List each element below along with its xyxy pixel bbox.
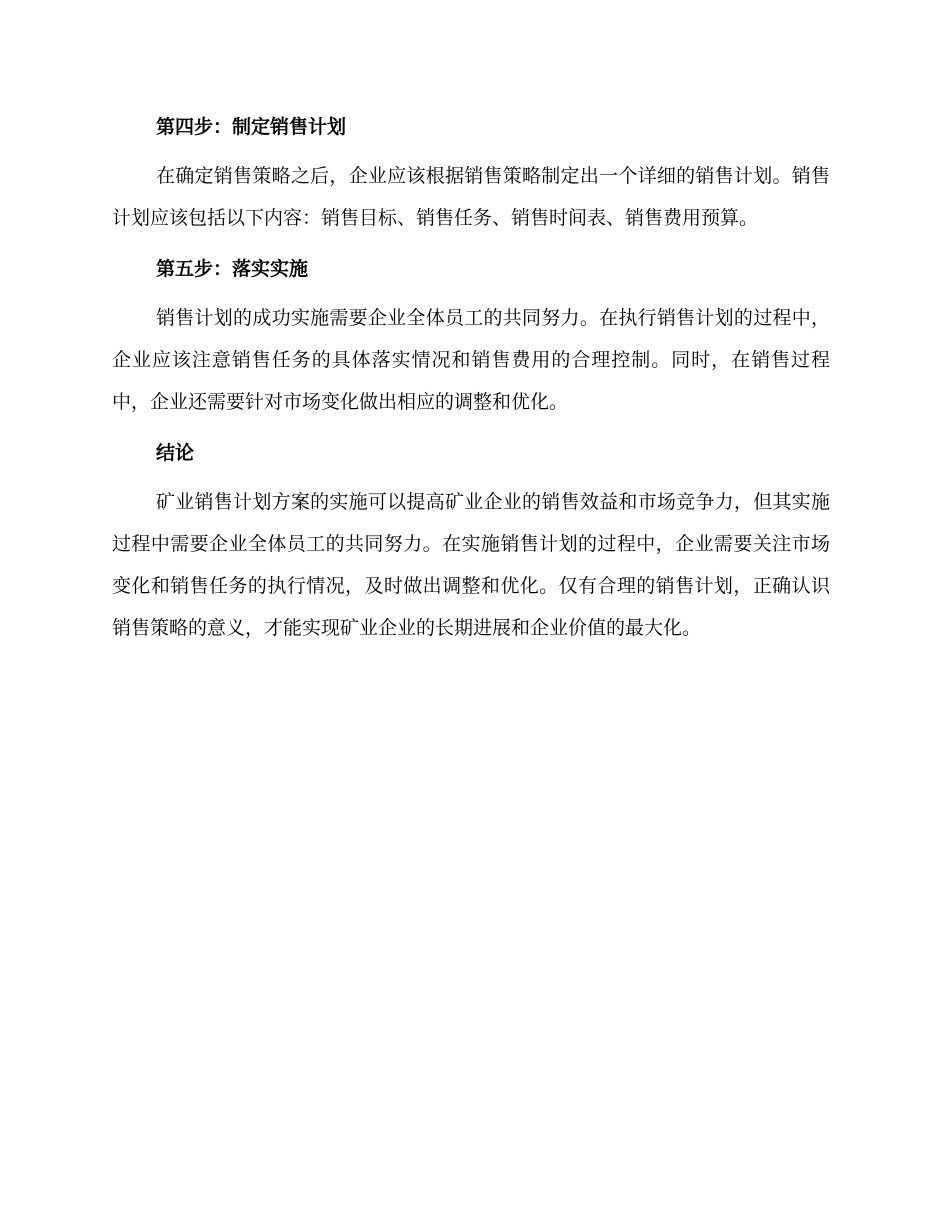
section-heading-conclusion: 结论 bbox=[156, 442, 195, 464]
section-paragraph-step4: 在确定销售策略之后，企业应该根据销售策略制定出一个详细的销售计划。销售计划应该包括以下内容：销售目标、销售任务、销售时间表、销售费用预算。 bbox=[112, 165, 830, 229]
section-paragraph-step5: 销售计划的成功实施需要企业全体员工的共同努力。在执行销售计划的过程中，企业应该注意销售任务的具体落实情况和销售费用的合理控制。同时，在销售过程中，企业还需要针对市场变化做出相应的调整和优化。 bbox=[112, 307, 830, 413]
section-heading-step4: 第四步：制定销售计划 bbox=[156, 116, 347, 138]
section-paragraph-conclusion: 矿业销售计划方案的实施可以提高矿业企业的销售效益和市场竞争力，但其实施过程中需要企业全体员工的共同努力。在实施销售计划的过程中，企业需要关注市场变化和销售任务的执行情况，及时做出调整和优化。仅有合理的销售计划，正确认识销售策略的意义，才能实现矿业企业的长期进展和企业价值的最大化。 bbox=[112, 491, 830, 639]
section-heading-step5: 第五步：落实实施 bbox=[156, 258, 309, 280]
